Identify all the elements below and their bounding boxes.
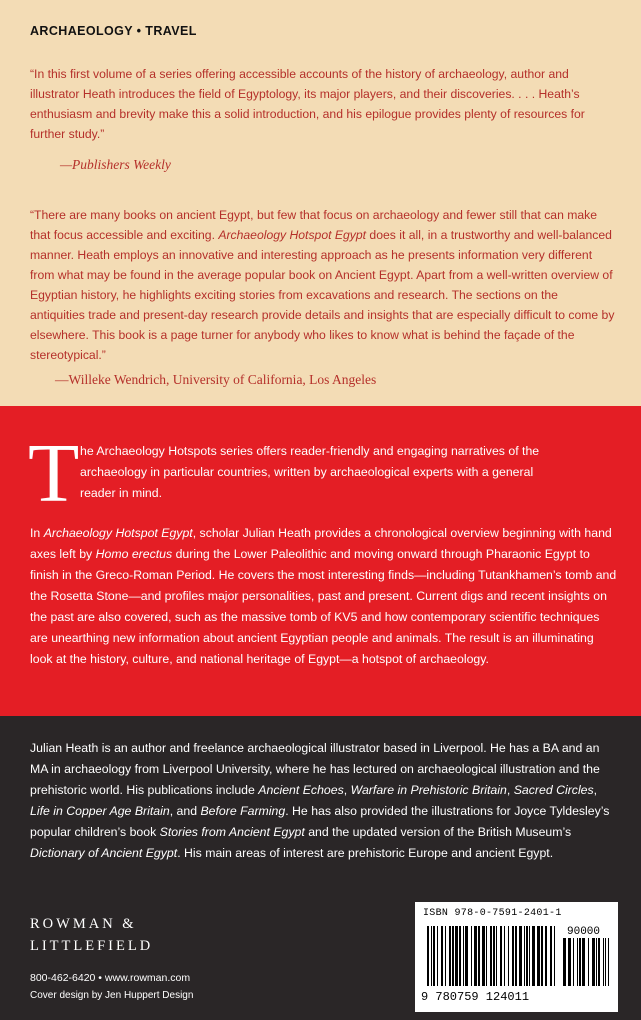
barcode-bar — [515, 926, 517, 986]
barcode-bar — [554, 926, 555, 986]
barcode-bar — [526, 926, 528, 986]
author-section — [0, 716, 641, 1020]
barcode-bar — [508, 926, 509, 986]
barcode-bar — [598, 938, 600, 986]
barcode-addon-number: 90000 — [567, 926, 601, 938]
barcode-bar — [573, 938, 574, 986]
barcode-bar — [496, 926, 497, 986]
barcode-bar — [532, 926, 535, 986]
barcode-bar — [519, 926, 522, 986]
barcode-bar — [592, 938, 595, 986]
barcode-bar — [545, 926, 547, 986]
barcode-bar — [603, 938, 604, 986]
barcode-bar — [582, 938, 585, 986]
description-section — [0, 406, 641, 716]
category-label: ARCHAEOLOGY • TRAVEL — [30, 24, 197, 38]
barcode-bar — [504, 926, 505, 986]
barcode-bar — [471, 926, 472, 986]
barcode-bar — [537, 926, 540, 986]
book-title-italic: Archaeology Hotspot Egypt — [218, 228, 367, 242]
review-attribution-2: —Willeke Wendrich, University of California, Los Angeles — [55, 372, 377, 387]
review-attribution-1: —Publishers Weekly — [60, 157, 171, 172]
barcode-bar — [463, 926, 464, 986]
barcode-bar — [500, 926, 502, 986]
drop-cap: T — [28, 427, 80, 520]
barcode-bar — [441, 926, 443, 986]
barcode-bar — [459, 926, 461, 986]
barcode-bar — [431, 926, 432, 986]
barcode-bar — [541, 926, 543, 986]
barcode-bar — [550, 926, 552, 986]
author-bio: Julian Heath is an author and freelance archaeological illustrator based in Liverpool. He has a BA and an MA in archaeology from Liverpool University, where he has lectured on archaeological illustration and the prehistoric world. His publications include Ancient Echoes, Warfare in Prehistoric Britain, Sacred Circles, Life in Copper Age Britain, and Before Farming. He has also provided the illustrations for Joyce Tyldesley’s popular children’s book Stories from Ancient Egypt and the updated version of the British Museum’s Dictionary of Ancient Egypt. His main areas of interest are prehistoric Europe and ancient Egypt. — [30, 741, 610, 860]
barcode-bar — [529, 926, 530, 986]
barcode-bar — [605, 938, 606, 986]
barcode-bar — [524, 926, 525, 986]
publisher-logo-line1: ROWMAN & — [30, 916, 137, 932]
barcode-bar — [577, 938, 578, 986]
barcode-bar — [493, 926, 495, 986]
barcode-bar — [568, 938, 571, 986]
barcode-bar — [482, 926, 485, 986]
barcode-bar — [486, 926, 487, 986]
review-quote-1 — [30, 64, 615, 144]
barcode-bar — [563, 938, 566, 986]
reviews-section — [0, 0, 641, 406]
barcode-bar — [455, 926, 458, 986]
series-blurb: he Archaeology Hotspots series offers reader-friendly and engaging narratives of the archaeology in particular countries, written by archaeological experts with a general reader in mind. — [80, 444, 540, 500]
review-quote-2: “There are many books on ancient Egypt, but few that focus on archaeology and fewer still that can make that focus accessible and exciting. Archaeology Hotspot Egypt does it all, in a trustworthy and well-balanced manner. Heath employs an innovative and interesting approach as he presents information very different from what may be found in the average popular book on Ancient Egypt. Apart from a well-written overview of Egyptian history, he highlights exciting stories from excavations and research. The sections on the antiquities trade and present-day research provide details and insights that are especially difficult to come by elsewhere. This book is a page turner for anybody who likes to know what is behind the façade of the stereotypical.” — [30, 208, 615, 362]
barcode-bar — [608, 938, 609, 986]
barcode-bar — [437, 926, 438, 986]
barcode-bar — [427, 926, 429, 986]
isbn-number: ISBN 978-0-7591-2401-1 — [423, 908, 562, 919]
publisher-logo-line2: LITTLEFIELD — [30, 938, 154, 954]
barcode-bar — [596, 938, 597, 986]
barcode-bar — [579, 938, 581, 986]
barcode-bar — [433, 926, 435, 986]
barcode-bars-icon — [427, 926, 555, 986]
cover-credit: Cover design by Jen Huppert Design — [30, 990, 194, 1001]
barcode-bar — [449, 926, 451, 986]
publisher-contact: 800-462-6420 • www.rowman.com — [30, 972, 191, 984]
barcode-bar — [490, 926, 492, 986]
isbn-barcode — [415, 902, 618, 1012]
barcode-bar — [588, 938, 589, 986]
barcode-bar — [452, 926, 454, 986]
barcode-bar — [478, 926, 480, 986]
barcode-bar — [465, 926, 468, 986]
book-description: In Archaeology Hotspot Egypt, scholar Julian Heath provides a chronological overview beginning with hand axes left by Homo erectus during the Lower Paleolithic and moving onward through Pharaonic Egypt to finish in the Greco-Roman Period. He covers the most interesting finds—including Tutankhamen’s tomb and the Rosetta Stone—and profiles major personalities, past and present. Current digs and recent insights on the past are also covered, such as the massive tomb of KV5 and how contemporary scientific techniques are unearthing new information about ancient Egyptian people and animals. The result is an illuminating look at the history, culture, and national heritage of Egypt—a hotspot of archaeology. — [30, 526, 617, 666]
barcode-addon-bars-icon — [563, 938, 609, 986]
ean-number: 9 780759 124011 — [421, 990, 530, 1004]
barcode-bar — [445, 926, 446, 986]
barcode-bar — [512, 926, 514, 986]
barcode-bar — [474, 926, 477, 986]
review-quote-1-text: “In this first volume of a series offering accessible accounts of the history of archaeology, author and illustrator Heath introduces the field of Egyptology, its major players, and their discoveries. . . . Heath’s enthusiasm and brevity make this a solid introduction, and his epilogue provides plenty of resources for further study.” — [30, 67, 585, 141]
